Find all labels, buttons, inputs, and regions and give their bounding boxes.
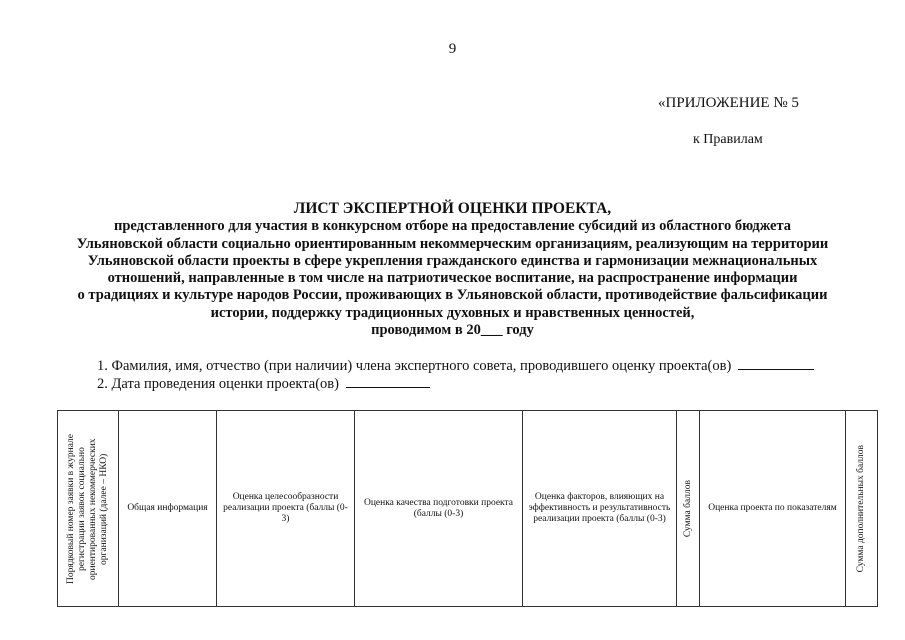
page-number: 9 (448, 41, 457, 57)
heading-line: истории, поддержку традиционных духовных и нравственных ценностей, (210, 304, 695, 321)
appendix-subtitle: к Правилам (693, 132, 763, 147)
column-header-registration-number: Порядковый номер заявки в журнале регистрации заявок социально ориентированных некоммерческих организаций (далее – НКО) (58, 411, 119, 607)
document-heading (40, 200, 865, 339)
form-item-date (97, 375, 814, 393)
form-item-expert-name (97, 357, 814, 375)
column-header-efficiency-factors: Оценка факторов, влияющих на эффективность и результативность реализации проекта (баллы (0-3) (523, 411, 677, 607)
heading-line: представленного для участия в конкурсном отборе на предоставление субсидий из областного бюджета (113, 218, 791, 235)
heading-line: Ульяновской области проекты в сфере укрепления гражданского единства и гармонизации межнациональных (87, 252, 818, 269)
evaluation-table (57, 410, 878, 607)
heading-line: Ульяновской области социально ориентированным некоммерческим организациям, реализующим на территории (76, 235, 829, 252)
column-header-indicators: Оценка проекта по показателям (700, 411, 846, 607)
heading-line: отношений, направленные в том числе на патриотическое воспитание, на распространение информации (107, 270, 798, 287)
form-items (97, 357, 814, 393)
column-header-score-sum: Сумма баллов (677, 411, 700, 607)
table-header-row (58, 411, 878, 607)
form-item-label: 1. Фамилия, имя, отчество (при наличии) члена экспертного совета, проводившего оценку проекта(ов) (97, 358, 732, 374)
column-header-additional-score-sum: Сумма дополнительных баллов (846, 411, 878, 607)
heading-line: о традициях и культуре народов России, проживающих в Ульяновской области, противодействие фальсификации (77, 287, 828, 304)
form-item-label: 2. Дата проведения оценки проекта(ов) (97, 376, 339, 392)
heading-line: проводимом в 20___ году (371, 322, 534, 339)
evaluation-date-field[interactable] (346, 375, 430, 388)
heading-title: ЛИСТ ЭКСПЕРТНОЙ ОЦЕНКИ ПРОЕКТА, (293, 200, 612, 217)
column-header-general-info: Общая информация (119, 411, 217, 607)
expert-name-field[interactable] (738, 357, 814, 370)
column-header-feasibility: Оценка целесообразности реализации проекта (баллы (0-3) (217, 411, 355, 607)
column-header-preparation-quality: Оценка качества подготовки проекта (баллы (0-3) (355, 411, 523, 607)
appendix-title: «ПРИЛОЖЕНИЕ № 5 (658, 95, 799, 111)
